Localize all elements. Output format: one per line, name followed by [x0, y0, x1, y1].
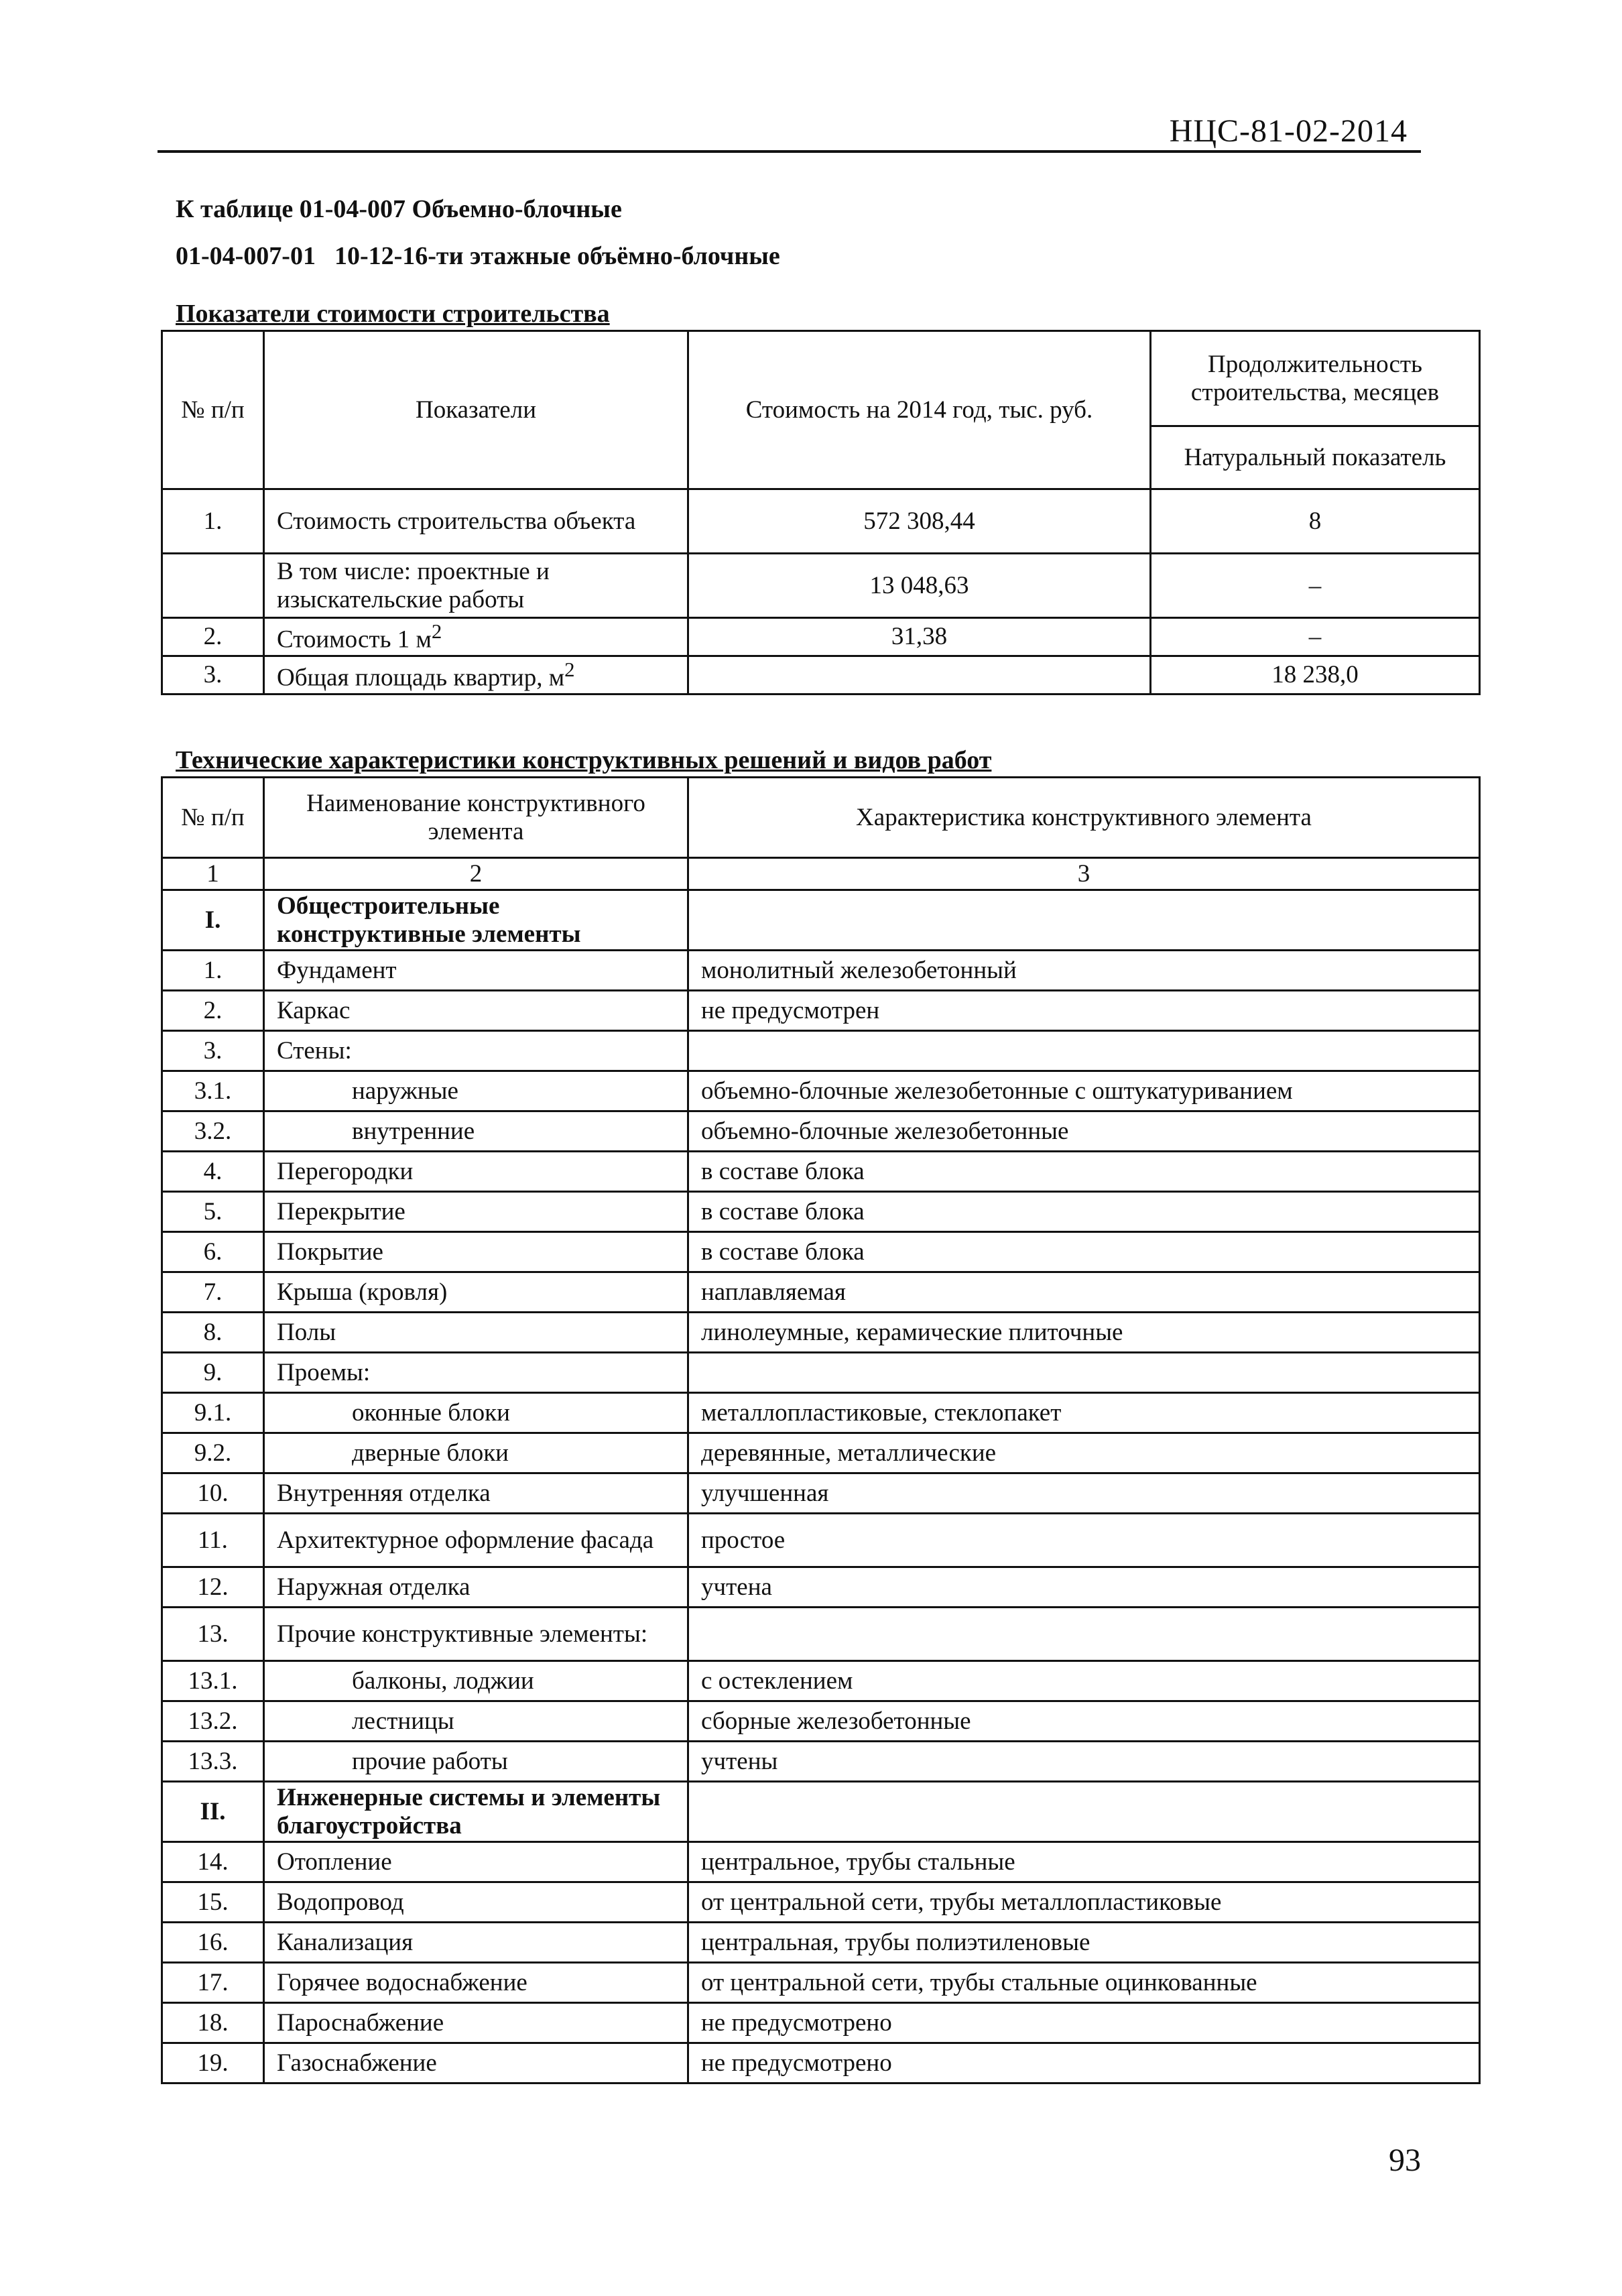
tech-row-num: 5.: [162, 1192, 264, 1232]
tech-row-value: сборные железобетонные: [688, 1701, 1480, 1742]
tech-row-num: 2.: [162, 991, 264, 1031]
tech-row-num: 12.: [162, 1567, 264, 1608]
tech-row-num: 6.: [162, 1232, 264, 1272]
tech-row-num: 1.: [162, 951, 264, 991]
tech-row-value: [688, 1031, 1480, 1071]
cost-row: [162, 618, 1480, 656]
tech-row: [162, 1192, 1480, 1232]
tech-row-name: Внутренняя отделка: [264, 1473, 688, 1514]
tech-row: [162, 1701, 1480, 1742]
column-number: 2: [264, 858, 688, 890]
tech-row-value: центральное, трубы стальные: [688, 1842, 1480, 1882]
tech-row-num: 13.3.: [162, 1742, 264, 1782]
cost-row: [162, 656, 1480, 694]
tech-table: [161, 776, 1481, 2084]
tech-row: [162, 1608, 1480, 1661]
item-heading: [176, 241, 780, 271]
tech-row-value: от центральной сети, трубы стальные оцинкованные: [688, 1963, 1480, 2003]
tech-row: [162, 1963, 1480, 2003]
tech-row: [162, 890, 1480, 951]
tech-row-num: 13.1.: [162, 1661, 264, 1701]
tech-section-title: Технические характеристики конструктивных решений и видов работ: [176, 746, 992, 774]
tech-row: [162, 951, 1480, 991]
tech-row-name: Крыша (кровля): [264, 1272, 688, 1313]
tech-row: [162, 1232, 1480, 1272]
item-code: 01-04-007-01: [176, 242, 316, 270]
tech-row: [162, 1393, 1480, 1433]
cost-row-indicator-text: Общая площадь квартир, м: [277, 664, 565, 692]
tech-row-num: II.: [162, 1782, 264, 1842]
tech-row-value: [688, 1353, 1480, 1393]
tech-row-num: 9.: [162, 1353, 264, 1393]
cost-row-cost: 13 048,63: [688, 554, 1151, 618]
cost-row-indicator: [264, 489, 688, 554]
cost-row: [162, 489, 1480, 554]
tech-row-num: 4.: [162, 1152, 264, 1192]
tech-row-value: монолитный железобетонный: [688, 951, 1480, 991]
cost-row-cost: 572 308,44: [688, 489, 1151, 554]
tech-row-num: 9.2.: [162, 1433, 264, 1473]
tech-row: [162, 1782, 1480, 1842]
tech-row-num: 3.1.: [162, 1071, 264, 1111]
tech-row-value: центральная, трубы полиэтиленовые: [688, 1923, 1480, 1963]
tech-row-name: Водопровод: [264, 1882, 688, 1923]
tech-row-num: 13.: [162, 1608, 264, 1661]
cost-row-indicator-text: Стоимость 1 м: [277, 625, 432, 654]
tech-row-value: объемно-блочные железобетонные: [688, 1111, 1480, 1152]
tech-row: [162, 1031, 1480, 1071]
tech-row-value: металлопластиковые, стеклопакет: [688, 1393, 1480, 1433]
cost-row-duration: –: [1151, 554, 1480, 618]
cost-row-num: [162, 554, 264, 618]
tech-row-name: Каркас: [264, 991, 688, 1031]
tech-row-num: 16.: [162, 1923, 264, 1963]
tech-row-value: линолеумные, керамические плиточные: [688, 1313, 1480, 1353]
tech-row-value: в составе блока: [688, 1192, 1480, 1232]
tech-row: [162, 2003, 1480, 2043]
tech-row-value: не предусмотрен: [688, 991, 1480, 1031]
tech-row-value: простое: [688, 1514, 1480, 1567]
cost-row-duration: 18 238,0: [1151, 656, 1480, 694]
tech-row-name: дверные блоки: [264, 1433, 688, 1473]
tech-row-num: 18.: [162, 2003, 264, 2043]
tech-row-name: Пароснабжение: [264, 2003, 688, 2043]
tech-row-name: Архитектурное оформление фасада: [264, 1514, 688, 1567]
column-number: 1: [162, 858, 264, 890]
tech-row: [162, 1742, 1480, 1782]
tech-row: [162, 1842, 1480, 1882]
tech-row-value: с остеклением: [688, 1661, 1480, 1701]
tech-row-name: балконы, лоджии: [264, 1661, 688, 1701]
tech-row-num: 19.: [162, 2043, 264, 2083]
tech-row-value: от центральной сети, трубы металлопластиковые: [688, 1882, 1480, 1923]
tech-row: [162, 1433, 1480, 1473]
cost-header-cost: Стоимость на 2014 год, тыс. руб.: [688, 331, 1151, 489]
tech-row: [162, 991, 1480, 1031]
tech-row-name: Полы: [264, 1313, 688, 1353]
tech-row: [162, 1473, 1480, 1514]
tech-row: [162, 1272, 1480, 1313]
cost-table: [161, 330, 1481, 695]
tech-row-value: в составе блока: [688, 1152, 1480, 1192]
tech-row-value: [688, 1782, 1480, 1842]
tech-row-name: лестницы: [264, 1701, 688, 1742]
tech-row-num: 14.: [162, 1842, 264, 1882]
tech-row-name: оконные блоки: [264, 1393, 688, 1433]
header-divider: [158, 150, 1421, 153]
cost-row-indicator-text: В том числе: проектные и изыскательские работы: [277, 558, 550, 613]
tech-row-value: улучшенная: [688, 1473, 1480, 1514]
tech-row-num: 17.: [162, 1963, 264, 2003]
tech-row-value: наплавляемая: [688, 1272, 1480, 1313]
tech-row-value: учтена: [688, 1567, 1480, 1608]
cost-section-title: Показатели стоимости строительства: [176, 300, 610, 328]
tech-row-num: 13.2.: [162, 1701, 264, 1742]
tech-row-name: Проемы:: [264, 1353, 688, 1393]
cost-header-num: № п/п: [162, 331, 264, 489]
tech-row-name: Канализация: [264, 1923, 688, 1963]
tech-row-name: наружные: [264, 1071, 688, 1111]
cost-row-indicator: [264, 554, 688, 618]
document-code: НЦС-81-02-2014: [1169, 113, 1408, 149]
tech-row: [162, 1882, 1480, 1923]
tech-row-name: Общестроительные конструктивные элементы: [264, 890, 688, 951]
tech-row-name: Газоснабжение: [264, 2043, 688, 2083]
tech-row-name: Фундамент: [264, 951, 688, 991]
cost-row-duration: –: [1151, 618, 1480, 656]
cost-row-indicator-sup: 2: [564, 658, 575, 681]
tech-row-num: 11.: [162, 1514, 264, 1567]
cost-row-num: 3.: [162, 656, 264, 694]
tech-row-name: Перекрытие: [264, 1192, 688, 1232]
cost-header-duration: Продолжительность строительства, месяцев: [1151, 331, 1480, 426]
tech-row-num: 9.1.: [162, 1393, 264, 1433]
cost-row-indicator-sup: 2: [431, 620, 442, 643]
tech-row-name: Отопление: [264, 1842, 688, 1882]
tech-row-value: деревянные, металлические: [688, 1433, 1480, 1473]
tech-row: [162, 1567, 1480, 1608]
tech-row-value: учтены: [688, 1742, 1480, 1782]
tech-row-num: 15.: [162, 1882, 264, 1923]
tech-row-value: в составе блока: [688, 1232, 1480, 1272]
tech-row: [162, 1313, 1480, 1353]
tech-row-num: 8.: [162, 1313, 264, 1353]
cost-row-cost: [688, 656, 1151, 694]
tech-row-name: Наружная отделка: [264, 1567, 688, 1608]
cost-row-cost: 31,38: [688, 618, 1151, 656]
tech-row: [162, 1923, 1480, 1963]
item-title: 10-12-16-ти этажные объёмно-блочные: [334, 242, 780, 270]
tech-row-name: Прочие конструктивные элементы:: [264, 1608, 688, 1661]
cost-row-indicator-text: Стоимость строительства объекта: [277, 507, 636, 535]
cost-row-indicator: [264, 618, 688, 656]
table-reference-heading: К таблице 01-04-007 Объемно-блочные: [176, 195, 622, 223]
tech-row-num: I.: [162, 890, 264, 951]
tech-row-num: 10.: [162, 1473, 264, 1514]
tech-row-value: [688, 1608, 1480, 1661]
tech-row-name: внутренние: [264, 1111, 688, 1152]
tech-row-name: Покрытие: [264, 1232, 688, 1272]
tech-row-num: 3.2.: [162, 1111, 264, 1152]
tech-row-value: объемно-блочные железобетонные с оштукатуриванием: [688, 1071, 1480, 1111]
tech-row-name: Перегородки: [264, 1152, 688, 1192]
tech-row: [162, 1071, 1480, 1111]
cost-header-indicator: Показатели: [264, 331, 688, 489]
tech-row: [162, 1111, 1480, 1152]
tech-row-value: не предусмотрено: [688, 2003, 1480, 2043]
column-number: 3: [688, 858, 1480, 890]
tech-row-value: не предусмотрено: [688, 2043, 1480, 2083]
cost-row-duration: 8: [1151, 489, 1480, 554]
tech-row-num: 3.: [162, 1031, 264, 1071]
tech-row-name: прочие работы: [264, 1742, 688, 1782]
tech-row-name: Инженерные системы и элементы благоустройства: [264, 1782, 688, 1842]
tech-row: [162, 1661, 1480, 1701]
cost-row-num: 1.: [162, 489, 264, 554]
tech-row-value: [688, 890, 1480, 951]
tech-header-element: Наименование конструктивного элемента: [264, 778, 688, 858]
cost-row-indicator: [264, 656, 688, 694]
cost-header-natural: Натуральный показатель: [1151, 426, 1480, 489]
tech-row: [162, 1514, 1480, 1567]
page-number: 93: [1389, 2142, 1421, 2178]
tech-row-name: Горячее водоснабжение: [264, 1963, 688, 2003]
tech-row: [162, 1152, 1480, 1192]
tech-row: [162, 1353, 1480, 1393]
tech-row-num: 7.: [162, 1272, 264, 1313]
cost-row: [162, 554, 1480, 618]
tech-header-characteristic: Характеристика конструктивного элемента: [688, 778, 1480, 858]
cost-row-num: 2.: [162, 618, 264, 656]
tech-row: [162, 2043, 1480, 2083]
tech-header-num: № п/п: [162, 778, 264, 858]
tech-row-name: Стены:: [264, 1031, 688, 1071]
